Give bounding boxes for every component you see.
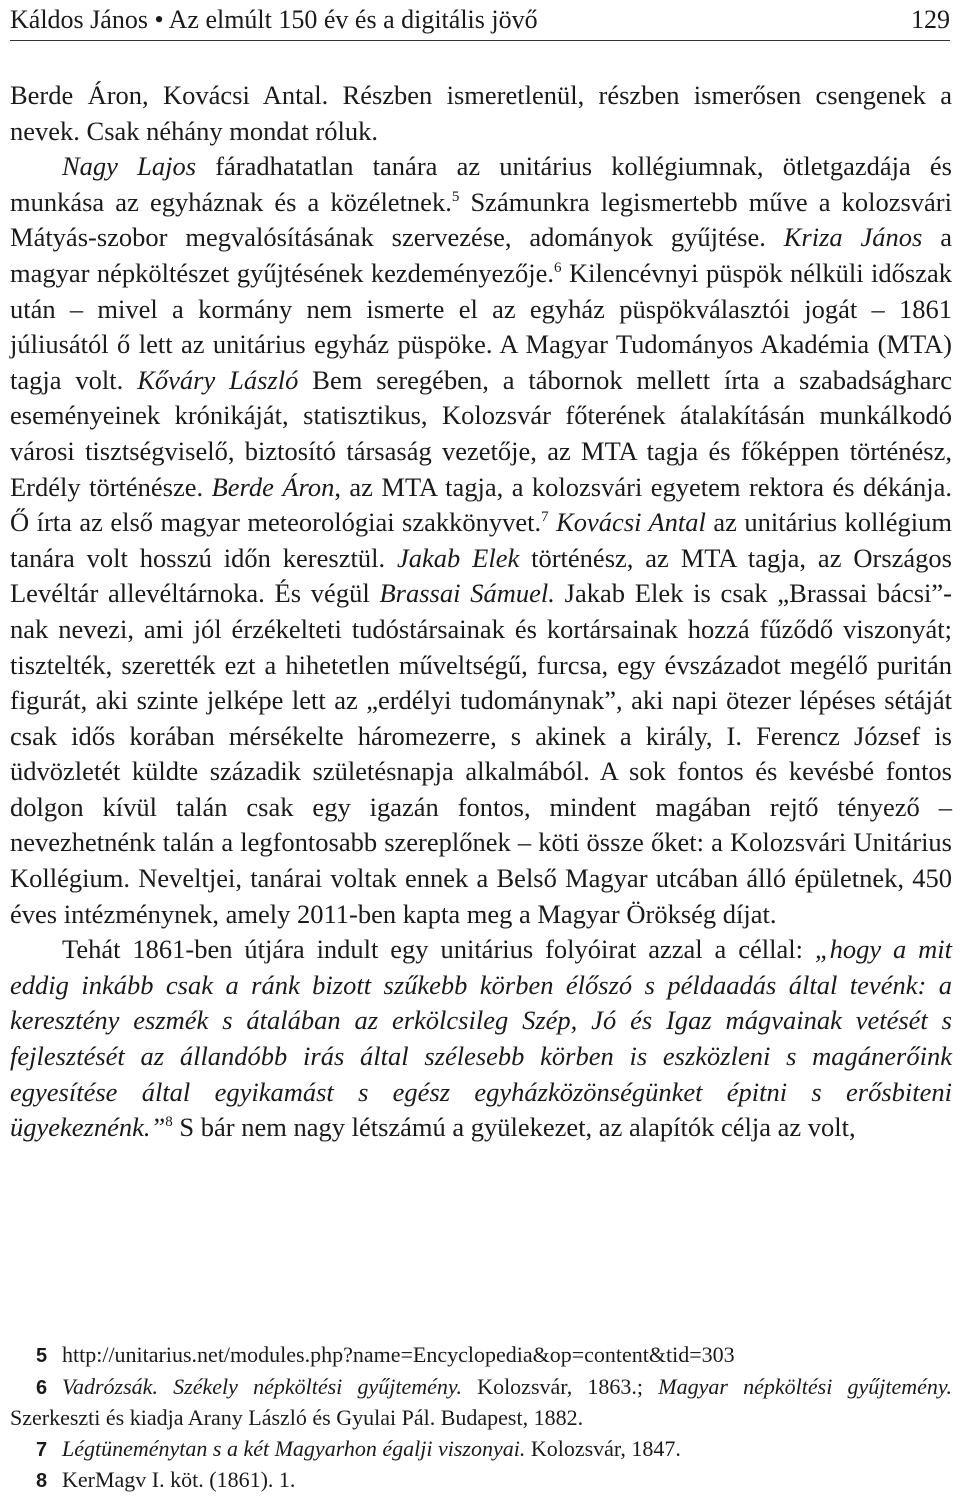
header-title [10,2,538,38]
paragraph-1 [10,78,952,932]
text-run: S bár nem nagy létszámú a gyülekezet, az alapítók célja az volt, [172,1112,856,1143]
name-jakab-elek: Jakab Elek [396,542,520,573]
footnote-ref-7[interactable]: 7 [541,509,549,526]
footnote-number: 5 [36,1345,48,1367]
name-kovacsi-antal: Kovácsi Antal [556,507,706,538]
text-run: történész, az MTA tagja, az Országos Levéltár allevéltárnoka. És végül [10,542,952,609]
footnote-6 [10,1372,952,1434]
footnote-title: Vadrózsák. Székely népköltési gyűjtemény. [62,1373,462,1399]
page-number: 129 [911,5,950,34]
footnote-title: Magyar népköltési gyűjtemény. [658,1373,952,1399]
header-bullet: • [154,5,164,34]
footnote-ref-8[interactable]: 8 [165,1114,173,1131]
body-text [10,78,952,1146]
footnotes [10,1340,952,1497]
footnote-text[interactable]: http://unitarius.net/modules.php?name=Encyclopedia&op=content&tid=303 [62,1342,735,1367]
header-author: Káldos János [10,5,148,34]
text-run: az unitárius kollégium tanára volt hosszú időn keresztül. [10,507,953,573]
text-run [549,507,556,537]
name-kriza-janos: Kriza János [783,222,923,253]
footnote-ref-6[interactable]: 6 [554,259,562,276]
footnote-number: 7 [36,1438,48,1461]
name-brassai-samuel: Brassai Sámuel. [379,578,555,609]
running-header [10,0,950,41]
text-run: Tehát 1861-ben útjára indult egy unitárius folyóirat azzal a céllal: [62,934,815,965]
quotation: „hogy a mit eddig inkább csak a ránk bizott szűkebb körben élőszó s példaadás által tevénk: a keresztény eszmék s átalában az erkölcsileg Szép, Jó és Igaz mágvainak vetését s fejlesztését az állandóbb irás által szélesebb körben is eszközleni s magánerőink egyesítése által egyikamást s egész egyházközönségünket épitni s erősbiteni ügyekeznénk.” [10,934,952,1143]
text-run: Kilencévnyi püspök nélküli időszak után – mivel a kormány nem ismerte el az egyház püspökválasztói jogát – 1861 júliusától ő lett az unitárius egyház püspöke. A Magyar Tudományos Akadémia (MTA) tagja volt. [10,257,952,395]
text-run: Berde Áron, Kovácsi Antal. Részben ismeretlenül, részben ismerősen csengenek a nevek. Csak néhány mondat róluk. [10,80,952,146]
footnote-7 [10,1434,952,1466]
footnote-title: Légtüneménytan s a két Magyarhon égalji viszonyai. [62,1435,526,1461]
name-kovary-laszlo: Kőváry László [137,364,299,395]
paragraph-2 [10,932,952,1146]
footnote-8 [10,1465,952,1497]
footnote-ref-5[interactable]: 5 [451,188,460,205]
header-book-title: Az elmúlt 150 év és a digitális jövő [168,5,538,34]
text-run: Bem seregében, a tábornok mellett írta a szabadságharc eseményeinek krónikáját, statisztikus, Kolozsvár főterének átalakításán munkálkodó városi tisztségviselő, biztosító társaság vezetője, az MTA tagja és főképpen történész, Erdély történésze. [10,364,952,502]
footnote-5 [10,1340,952,1372]
text-run: Számunkra legismertebb műve a kolozsvári Mátyás-szobor megvalósításának szervezése, adományok gyűjtése. [10,186,952,253]
text-run: Jakab Elek is csak „Brassai bácsi”-nak nevezi, ami jól érzékelteti tudóstársainak és kortársainak hozzá fűződő viszonyát; tisztelték, szerették ezt a hihetetlen műveltségű, furcsa, egy évszázadot megélő puritán figurát, aki szinte jelképe lett az „erdélyi tudománynak”, aki napi ötezer lépéses sétáját csak idős korában mérsékelte háromezerre, s akinek a király, I. Ferencz József is üdvözletét küldte századik születésnapja alkalmából. A sok fontos és kevésbé fontos dolgon kívül talán csak egy igazán fontos, mindent magában rejtő tényező – nevezhetnénk talán a legfontosabb szereplőnek – köti össze őket: a Kolozsvári Unitárius Kollégium. Neveltjei, tanárai voltak ennek a Belső Magyar utcában álló épületnek, 450 éves intézménynek, amely 2011-ben kapta meg a Magyar Örökség díjat. [10,578,952,929]
footnote-text: Kolozsvár, 1863.; [461,1373,659,1399]
text-run: fáradhatatlan tanára az unitárius kollégiumnak, ötletgazdája és munkása az egyháznak és a közéletnek. [10,151,952,217]
text-run: , az MTA tagja, a kolozsvári egyetem rektora és dékánja. Ő írta az első magyar meteorológiai szakkönyvet. [10,471,953,538]
footnote-text: Kolozsvár, 1847. [525,1435,681,1461]
footnote-number: 8 [36,1470,48,1492]
footnote-number: 6 [36,1376,48,1399]
text-run: a magyar népköltészet gyűjtésének kezdeményezője. [10,222,952,288]
name-berde-aron: Berde Áron [211,471,335,502]
footnote-text: KerMagv I. köt. (1861). 1. [62,1467,296,1492]
footnote-text: Szerkeszti és kiadja Arany László és Gyulai Pál. Budapest, 1882. [10,1405,584,1430]
name-nagy-lajos: Nagy Lajos [62,151,197,182]
